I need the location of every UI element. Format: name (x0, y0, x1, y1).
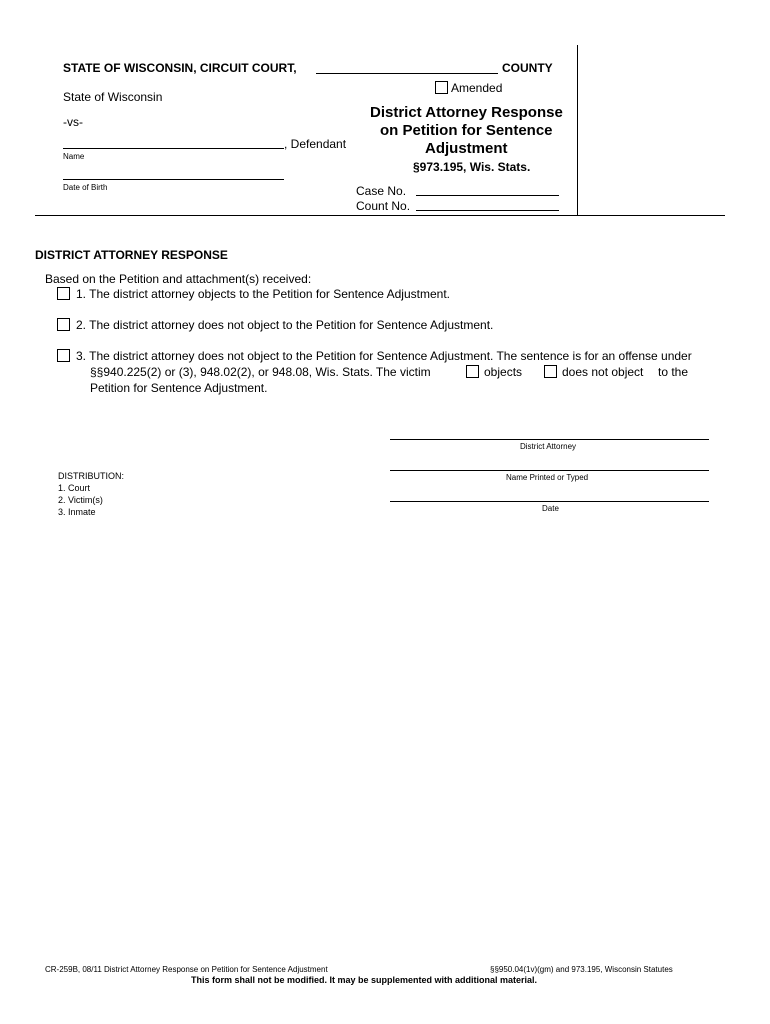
option2-checkbox[interactable] (57, 318, 70, 331)
form-title-statute: §973.195, Wis. Stats. (413, 160, 531, 174)
option3-checkbox[interactable] (57, 349, 70, 362)
name-printed-label: Name Printed or Typed (506, 473, 589, 482)
dob-label: Date of Birth (63, 183, 108, 192)
option2-text: 2. The district attorney does not object to the Petition for Sentence Adjustment. (76, 318, 494, 332)
option1-text: 1. The district attorney objects to the Petition for Sentence Adjustment. (76, 287, 450, 301)
option3-text-line2: §§940.225(2) or (3), 948.02(2), or 948.08, Wis. Stats. The victim (90, 365, 431, 379)
footer-statutes: §§950.04(1v)(gm) and 973.195, Wisconsin Statutes (490, 965, 673, 974)
distribution-item: 2. Victim(s) (58, 495, 103, 505)
count-no-label: Count No. (356, 199, 411, 213)
footer-notice: This form shall not be modified. It may be supplemented with additional material. (191, 975, 538, 985)
court-line-right: COUNTY (502, 61, 553, 75)
date-label: Date (542, 504, 559, 513)
option1-checkbox[interactable] (57, 287, 70, 300)
date-line[interactable] (390, 501, 709, 502)
court-line-left: STATE OF WISCONSIN, CIRCUIT COURT, (63, 61, 297, 75)
plaintiff-name: State of Wisconsin (63, 90, 163, 104)
victim-objects-label: objects (484, 365, 523, 379)
option3-text-line3: Petition for Sentence Adjustment. (90, 381, 268, 395)
distribution-item: 1. Court (58, 483, 91, 493)
case-no-label: Case No. (356, 184, 407, 198)
victim-objects-checkbox[interactable] (466, 365, 479, 378)
footer-form-id: CR-259B, 08/11 District Attorney Response on Petition for Sentence Adjustment (45, 965, 328, 974)
form-title-line2: on Petition for Sentence (380, 122, 553, 139)
distribution-item: 3. Inmate (58, 507, 96, 517)
name-printed-line[interactable] (390, 470, 709, 471)
header-bottom-rule (35, 215, 725, 216)
response-heading: DISTRICT ATTORNEY RESPONSE (35, 248, 228, 262)
amended-checkbox[interactable] (435, 81, 448, 94)
distribution-heading: DISTRIBUTION: (58, 471, 125, 481)
victim-does-not-object-label: does not object (562, 365, 644, 379)
da-signature-line[interactable] (390, 439, 709, 440)
response-intro: Based on the Petition and attachment(s) received: (45, 272, 312, 286)
form-title-line3: Adjustment (425, 140, 508, 157)
victim-does-not-object-checkbox[interactable] (544, 365, 557, 378)
defendant-label: , Defendant (284, 137, 347, 151)
amended-label: Amended (451, 81, 503, 95)
county-field[interactable] (316, 73, 498, 74)
form-title-line1: District Attorney Response (370, 104, 563, 121)
to-the-text: to the (658, 365, 689, 379)
name-label: Name (63, 152, 85, 161)
count-no-field[interactable] (416, 210, 559, 211)
defendant-name-field[interactable] (63, 148, 284, 149)
date-of-birth-field[interactable] (63, 179, 284, 180)
versus-label: -vs- (63, 115, 83, 129)
da-signature-label: District Attorney (520, 442, 577, 451)
case-no-field[interactable] (416, 195, 559, 196)
option3-text-line1: 3. The district attorney does not object to the Petition for Sentence Adjustment. The sentence is for an offense under (76, 349, 692, 363)
header-right-border (577, 45, 578, 215)
